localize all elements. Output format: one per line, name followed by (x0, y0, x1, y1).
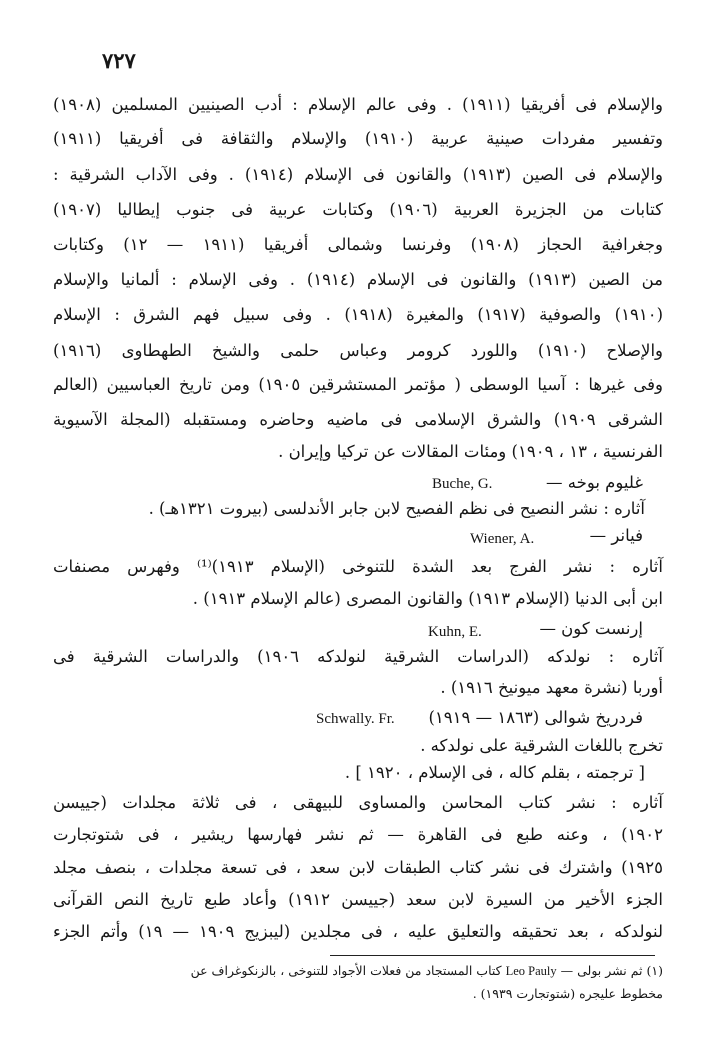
entry-name-ar: غليوم بوخه — (546, 473, 643, 492)
body-line: والإسلام فى الصين (١٩١٣) والقانون فى الإسلام (١٩١٤) . وفى الآداب الشرقية : (53, 165, 664, 184)
entry-works-line: آثاره : نولدكه (الدراسات الشرقية لنولدكه ١٩٠٦) والدراسات الشرقية فى (53, 647, 663, 666)
footnote-rest: كتاب المستجاد من فعلات الأجواد للتنوخى ، بالزنكوغراف عن (190, 963, 502, 978)
entry-name-latin: Buche, G. (432, 476, 493, 492)
body-line: والإصلاح (١٩١٠) واللورد كرومر وعباس حلمى والشيخ الطهطاوى (١٩١٦) (53, 341, 663, 360)
entry-works-line: ١٩٠٢) ، وعنه طبع فى القاهرة — ثم نشر فهارسها ريشير ، فى شتوتجارت (53, 825, 663, 844)
body-line: (١٩١٠) والصوفية (١٩١٧) والمغيرة (١٩١٨) . وفى سبيل فهم الشرق : الإسلام (53, 305, 664, 324)
entry-name-ar: إرنست كون — (539, 619, 643, 638)
entry-works-line: آثاره : نشر الفرج بعد الشدة للتنوخى (الإسلام ١٩١٣)⁽¹⁾ وفهرس مصنفات (53, 557, 663, 576)
entry-works-line: لنولدكه ، بعد تحقيقه والتعليق عليه ، فى مجلدين (ليبزيج ١٩٠٩ — ١٩) وأتم الجزء (53, 922, 663, 941)
entry-name-latin: Kuhn, E. (428, 624, 482, 640)
page-number: ٧٢٧ (102, 48, 136, 73)
footnote-lead: (١) ثم نشر بولى — (560, 963, 663, 978)
body-line: والإسلام فى أفريقيا (١٩١١) . وفى عالم الإسلام : أدب الصينيين المسلمين (١٩٠٨) (53, 95, 663, 114)
entry-works-line: تخرج باللغات الشرقية على نولدكه . (420, 736, 663, 755)
body-line: الفرنسية ، ١٣ ، ١٩٠٩) ومئات المقالات عن تركيا وإيران . (278, 442, 663, 461)
entry-works-line: [ ترجمته ، بقلم كاله ، فى الإسلام ، ١٩٢٠ ] . (344, 763, 645, 782)
entry-name-latin: Wiener, A. (470, 531, 535, 547)
body-line: وفى غيرها : آسيا الوسطى ( مؤتمر المستشرقين ١٩٠٥) ومن تاريخ العباسيين (العالم (53, 375, 663, 394)
footnote-line: مخطوط عليجره (شتوتجارت ١٩٣٩) . (472, 986, 663, 1001)
entry-name-ar: فردريخ شوالى (١٨٦٣ — ١٩١٩) (428, 708, 643, 727)
body-line: الشرقى ١٩٠٩) والشرق الإسلامى فى ماضيه وحاضره ومستقبله (المجلة الآسيوية (53, 410, 663, 429)
entry-works-line: أوربا (نشرة معهد ميونيخ ١٩١٦) . (440, 678, 663, 697)
body-line: من الصين (١٩١٣) والقانون فى الإسلام (١٩١٤) . وفى الإسلام : ألمانيا والإسلام (53, 270, 663, 289)
body-line: كتابات من الجزيرة العربية (١٩٠٦) وكتابات عربية فى جنوب إيطاليا (١٩٠٧) (53, 200, 663, 219)
entry-works-line: آثاره : نشر النصيح فى نظم الفصيح لابن جابر الأندلسى (بيروت ١٣٢١هـ) . (148, 499, 645, 518)
body-line: وجغرافية الحجاز (١٩٠٨) وفرنسا وشمالى أفريقيا (١٩١١ — ١٢) وكتابات (53, 235, 663, 254)
footnote-line (71, 962, 663, 980)
footnote-name-latin: Leo Pauly (505, 964, 557, 978)
entry-name-ar: فيانر — (589, 526, 643, 545)
entry-works-line: آثاره : نشر كتاب المحاسن والمساوى للبيهقى ، فى ثلاثة مجلدات (جييسن (53, 793, 663, 812)
entry-name-latin: Schwally. Fr. (316, 711, 395, 727)
body-line: وتفسير مفردات صينية عربية (١٩١٠) والإسلام والثقافة فى أفريقيا (١٩١١) (53, 129, 663, 148)
footnote-divider (330, 955, 655, 956)
entry-works-line: الجزء الأخير من السيرة لابن سعد (جييسن ١٩١٢) وأعاد طبع تاريخ النص القرآنى (53, 890, 663, 909)
entry-works-line: ابن أبى الدنيا (الإسلام ١٩١٣) والقانون المصرى (عالم الإسلام ١٩١٣) . (192, 589, 663, 608)
entry-works-line: ١٩٢٥) واشترك فى نشر كتاب الطبقات لابن سعد ، فى تسعة مجلدات ، بنصف مجلد (53, 858, 663, 877)
